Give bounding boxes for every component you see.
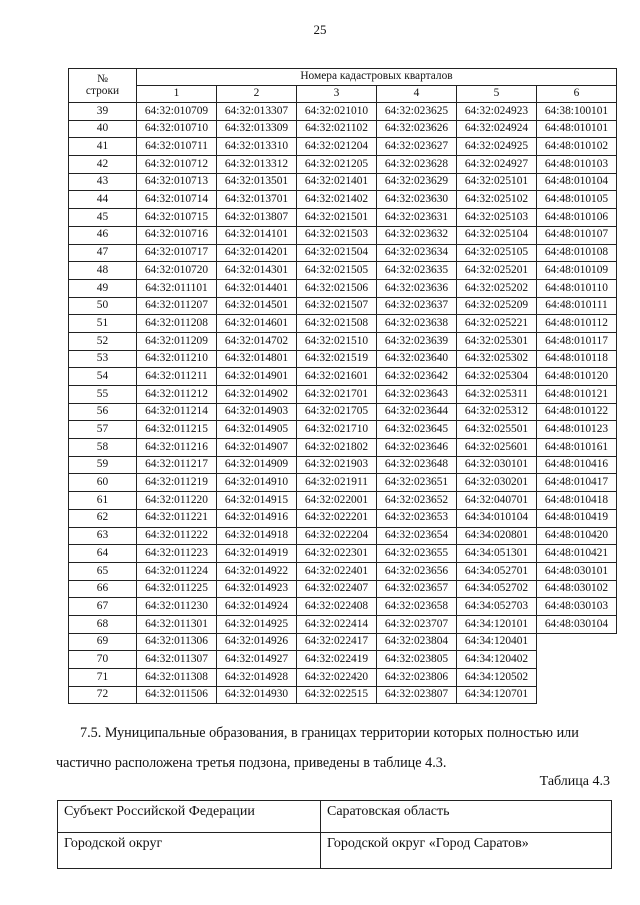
cadastral-number-cell: 64:32:025302 [457,350,537,368]
cadastral-number-cell: 64:32:011212 [137,386,217,404]
cadastral-number-cell: 64:32:023639 [377,332,457,350]
cadastral-number-cell: 64:48:010420 [537,527,617,545]
cadastral-number-cell: 64:32:023807 [377,686,457,704]
cadastral-number-cell: 64:32:021903 [297,456,377,474]
cadastral-number-cell: 64:32:030101 [457,456,537,474]
cadastral-number-cell: 64:34:120502 [457,669,537,687]
cadastral-number-cell: 64:32:021402 [297,191,377,209]
table-body [69,103,617,704]
cadastral-number-cell: 64:32:014101 [217,226,297,244]
cadastral-number-cell: 64:32:023637 [377,297,457,315]
cadastral-number-cell: 64:32:013309 [217,120,297,138]
cadastral-number-cell: 64:32:021701 [297,386,377,404]
cadastral-number-cell: 64:32:024925 [457,138,537,156]
cadastral-number-cell: 64:32:011220 [137,492,217,510]
cadastral-number-cell: 64:32:014928 [217,669,297,687]
cadastral-number-cell: 64:32:023652 [377,492,457,510]
row-number-header-top: № [97,73,108,86]
table-4-3 [57,800,612,869]
cadastral-number-cell: 64:32:022414 [297,615,377,633]
cadastral-number-cell: 64:48:030101 [537,562,617,580]
cadastral-number-cell: 64:34:020801 [457,527,537,545]
table-row [69,545,617,563]
table-row [58,833,612,869]
row-number: 59 [69,456,137,474]
cadastral-number-cell: 64:32:011101 [137,279,217,297]
cadastral-number-cell: 64:32:021802 [297,439,377,457]
cadastral-number-cell: 64:32:014901 [217,368,297,386]
cadastral-number-cell: 64:32:023644 [377,403,457,421]
cadastral-number-cell: 64:32:025104 [457,226,537,244]
cadastral-number-cell: 64:34:010104 [457,509,537,527]
cadastral-number-cell: 64:32:023648 [377,456,457,474]
cadastral-number-cell: 64:32:023651 [377,474,457,492]
cadastral-number-cell: 64:48:010117 [537,332,617,350]
cadastral-number-cell: 64:32:013501 [217,173,297,191]
cadastral-number-cell: 64:32:023656 [377,562,457,580]
cadastral-number-cell: 64:38:100101 [537,103,617,121]
row-number: 54 [69,368,137,386]
cadastral-number-cell: 64:32:010716 [137,226,217,244]
cadastral-number-cell: 64:32:022407 [297,580,377,598]
cadastral-number-cell: 64:32:014915 [217,492,297,510]
cadastral-number-cell: 64:32:011210 [137,350,217,368]
cadastral-number-cell: 64:48:010105 [537,191,617,209]
cadastral-number-cell: 64:32:023806 [377,669,457,687]
cadastral-number-cell: 64:32:014919 [217,545,297,563]
table-row [69,368,617,386]
table-row [69,492,617,510]
row-number: 68 [69,615,137,633]
cadastral-number-cell: 64:34:051301 [457,545,537,563]
cadastral-number-cell: 64:32:022417 [297,633,377,651]
cadastral-number-cell: 64:32:014918 [217,527,297,545]
cadastral-number-cell: 64:32:025209 [457,297,537,315]
cadastral-number-cell: 64:32:013807 [217,209,297,227]
column-number-header: 1 [137,86,217,103]
column-number-header: 3 [297,86,377,103]
table-row [69,509,617,527]
column-number-header-row [69,86,617,103]
row-number: 51 [69,315,137,333]
cadastral-number-cell: 64:32:011301 [137,615,217,633]
row-number: 44 [69,191,137,209]
row-number: 50 [69,297,137,315]
cadastral-number-cell: 64:32:014902 [217,386,297,404]
cadastral-number-cell: 64:32:014927 [217,651,297,669]
cadastral-number-cell: 64:32:023626 [377,120,457,138]
row-number-header-bottom: строки [85,84,120,97]
row-number: 65 [69,562,137,580]
cadastral-number-cell: 64:48:010106 [537,209,617,227]
column-number-header: 5 [457,86,537,103]
cadastral-number-cell: 64:32:025201 [457,262,537,280]
cadastral-number-cell: 64:32:011308 [137,669,217,687]
table-row [69,598,617,616]
cadastral-number-cell: 64:48:010122 [537,403,617,421]
cadastral-number-cell: 64:48:010101 [537,120,617,138]
cadastral-number-cell: 64:48:010110 [537,279,617,297]
table-row [69,615,617,633]
cadastral-number-cell: 64:32:011215 [137,421,217,439]
cadastral-number-cell: 64:48:010107 [537,226,617,244]
cadastral-number-cell: 64:32:023657 [377,580,457,598]
table-row [69,350,617,368]
cadastral-number-cell: 64:32:014301 [217,262,297,280]
row-number: 63 [69,527,137,545]
table-row [69,209,617,227]
cadastral-number-cell: 64:32:014501 [217,297,297,315]
cadastral-number-cell: 64:32:011307 [137,651,217,669]
cadastral-number-cell: 64:32:021503 [297,226,377,244]
subject-value: Саратовская область [321,801,612,833]
cadastral-number-cell: 64:34:120701 [457,686,537,704]
table-row [69,686,617,704]
cadastral-number-cell: 64:32:011230 [137,598,217,616]
table-row [69,439,617,457]
cadastral-number-cell: 64:32:014903 [217,403,297,421]
cadastral-number-cell: 64:48:010104 [537,173,617,191]
cadastral-number-cell: 64:32:011506 [137,686,217,704]
cadastral-number-cell: 64:32:022515 [297,686,377,704]
cadastral-number-cell: 64:32:021710 [297,421,377,439]
cadastral-number-cell: 64:32:021911 [297,474,377,492]
row-number: 41 [69,138,137,156]
table-row [69,262,617,280]
cadastral-number-cell: 64:32:021205 [297,156,377,174]
table-row [69,421,617,439]
cadastral-number-cell: 64:32:010717 [137,244,217,262]
row-number: 47 [69,244,137,262]
cadastral-number-cell: 64:32:025501 [457,421,537,439]
cadastral-number-cell: 64:32:023645 [377,421,457,439]
row-number: 58 [69,439,137,457]
cadastral-number-cell: 64:32:021505 [297,262,377,280]
cadastral-number-cell: 64:48:010111 [537,297,617,315]
cadastral-number-cell: 64:32:014801 [217,350,297,368]
cadastral-number-cell: 64:32:023653 [377,509,457,527]
cadastral-number-cell: 64:32:011211 [137,368,217,386]
cadastral-number-cell: 64:32:023625 [377,103,457,121]
cadastral-number-cell: 64:32:010711 [137,138,217,156]
paragraph-7-5 [56,718,611,778]
table-row [69,297,617,315]
cadastral-number-cell: 64:32:023654 [377,527,457,545]
cadastral-number-cell: 64:32:013701 [217,191,297,209]
cadastral-number-cell: 64:34:120101 [457,615,537,633]
row-number: 57 [69,421,137,439]
table-row [69,244,617,262]
table-row [69,527,617,545]
cadastral-number-cell: 64:48:030102 [537,580,617,598]
cadastral-number-cell: 64:32:021519 [297,350,377,368]
row-number: 69 [69,633,137,651]
row-number: 40 [69,120,137,138]
cadastral-number-cell: 64:32:014401 [217,279,297,297]
cadastral-number-cell: 64:32:022201 [297,509,377,527]
cadastral-number-cell: 64:32:014601 [217,315,297,333]
cadastral-number-cell: 64:32:021010 [297,103,377,121]
cadastral-number-cell: 64:32:011222 [137,527,217,545]
cadastral-number-cell: 64:32:013310 [217,138,297,156]
row-number: 43 [69,173,137,191]
table-row [69,562,617,580]
cadastral-number-cell: 64:32:022204 [297,527,377,545]
empty-cell [537,669,617,687]
table-row [69,580,617,598]
cadastral-number-cell: 64:32:014905 [217,421,297,439]
cadastral-number-cell: 64:32:022401 [297,562,377,580]
cadastral-number-cell: 64:48:010109 [537,262,617,280]
row-number: 61 [69,492,137,510]
cadastral-number-cell: 64:48:010419 [537,509,617,527]
cadastral-number-cell: 64:32:014702 [217,332,297,350]
cadastral-number-cell: 64:32:014925 [217,615,297,633]
cadastral-number-cell: 64:32:023707 [377,615,457,633]
cadastral-number-cell: 64:34:052701 [457,562,537,580]
cadastral-number-cell: 64:32:014924 [217,598,297,616]
row-number: 46 [69,226,137,244]
paragraph-line-1: 7.5. Муниципальные образования, в границах территории которых полностью или [80,725,579,741]
cadastral-number-cell: 64:32:022001 [297,492,377,510]
table-row [69,474,617,492]
cadastral-number-cell: 64:32:023643 [377,386,457,404]
row-number: 62 [69,509,137,527]
cadastral-number-cell: 64:32:025601 [457,439,537,457]
row-number: 64 [69,545,137,563]
cadastral-number-cell: 64:32:030201 [457,474,537,492]
cadastral-number-cell: 64:48:010121 [537,386,617,404]
cadastral-number-cell: 64:32:023635 [377,262,457,280]
row-number: 45 [69,209,137,227]
cadastral-number-cell: 64:32:010712 [137,156,217,174]
cadastral-number-cell: 64:32:021507 [297,297,377,315]
cadastral-number-cell: 64:32:025221 [457,315,537,333]
cadastral-number-cell: 64:32:021102 [297,120,377,138]
cadastral-number-cell: 64:48:010118 [537,350,617,368]
cadastral-number-cell: 64:32:025102 [457,191,537,209]
cadastral-number-cell: 64:32:014907 [217,439,297,457]
cadastral-number-cell: 64:32:011225 [137,580,217,598]
table-row [69,120,617,138]
table-row [69,191,617,209]
table-row [69,332,617,350]
row-number: 72 [69,686,137,704]
table-row [69,156,617,174]
cadastral-number-cell: 64:32:014923 [217,580,297,598]
cadastral-number-cell: 64:48:010416 [537,456,617,474]
table-4-3-caption: Таблица 4.3 [539,774,610,789]
cadastral-number-cell: 64:48:010120 [537,368,617,386]
table-row [69,651,617,669]
cadastral-number-cell: 64:32:023805 [377,651,457,669]
cadastral-number-cell: 64:32:011207 [137,297,217,315]
cadastral-number-cell: 64:32:011216 [137,439,217,457]
cadastral-number-cell: 64:48:010112 [537,315,617,333]
row-number: 67 [69,598,137,616]
cadastral-number-cell: 64:32:011208 [137,315,217,333]
cadastral-number-cell: 64:32:023638 [377,315,457,333]
table-row [58,801,612,833]
table-row [69,138,617,156]
cadastral-number-cell: 64:32:014922 [217,562,297,580]
cadastral-number-cell: 64:32:025103 [457,209,537,227]
cadastral-number-cell: 64:32:010709 [137,103,217,121]
cadastral-number-cell: 64:32:023804 [377,633,457,651]
cadastral-number-cell: 64:48:010102 [537,138,617,156]
cadastral-number-cell: 64:32:025304 [457,368,537,386]
paragraph-line-2: частично расположена третья подзона, приведены в таблице 4.3. [56,755,447,771]
table-row [69,315,617,333]
cadastral-number-cell: 64:32:011217 [137,456,217,474]
table-row [69,456,617,474]
cadastral-number-cell: 64:32:023627 [377,138,457,156]
row-number: 49 [69,279,137,297]
cadastral-number-cell: 64:32:025202 [457,279,537,297]
cadastral-number-cell: 64:48:030103 [537,598,617,616]
cadastral-number-cell: 64:32:010713 [137,173,217,191]
cadastral-number-cell: 64:48:010161 [537,439,617,457]
cadastral-number-cell: 64:32:023631 [377,209,457,227]
cadastral-number-cell: 64:32:011214 [137,403,217,421]
cadastral-number-cell: 64:48:010421 [537,545,617,563]
cadastral-number-cell: 64:32:021504 [297,244,377,262]
cadastral-number-cell: 64:32:023658 [377,598,457,616]
cadastral-number-cell: 64:32:023634 [377,244,457,262]
table-row [69,103,617,121]
cadastral-number-cell: 64:32:014201 [217,244,297,262]
cadastral-number-cell: 64:32:022408 [297,598,377,616]
cadastral-number-cell: 64:32:023636 [377,279,457,297]
row-number: 60 [69,474,137,492]
cadastral-number-cell: 64:32:010715 [137,209,217,227]
empty-cell [537,686,617,704]
empty-cell [537,651,617,669]
cadastral-number-cell: 64:32:021705 [297,403,377,421]
cadastral-number-cell: 64:32:021601 [297,368,377,386]
column-number-header: 6 [537,86,617,103]
table-row [69,173,617,191]
row-number: 55 [69,386,137,404]
table-row [69,669,617,687]
cadastral-number-cell: 64:32:011306 [137,633,217,651]
cadastral-number-cell: 64:32:014909 [217,456,297,474]
page-number: 25 [313,22,327,37]
row-number: 48 [69,262,137,280]
cadastral-number-cell: 64:32:023632 [377,226,457,244]
cadastral-number-cell: 64:32:025301 [457,332,537,350]
table-row [69,633,617,651]
cadastral-number-cell: 64:32:013307 [217,103,297,121]
cadastral-number-cell: 64:32:011219 [137,474,217,492]
table-row [69,386,617,404]
cadastral-number-cell: 64:32:011221 [137,509,217,527]
cadastral-number-cell: 64:48:010417 [537,474,617,492]
cadastral-number-cell: 64:32:022419 [297,651,377,669]
cadastral-quarters-table [68,68,617,704]
cadastral-number-cell: 64:32:011224 [137,562,217,580]
row-number: 70 [69,651,137,669]
cadastral-number-cell: 64:32:021510 [297,332,377,350]
cadastral-number-cell: 64:34:052702 [457,580,537,598]
row-number-header [69,69,137,103]
cadastral-number-cell: 64:34:120401 [457,633,537,651]
city-district-value: Городской округ «Город Саратов» [321,833,612,869]
cadastral-number-cell: 64:32:014916 [217,509,297,527]
row-number: 42 [69,156,137,174]
cadastral-number-cell: 64:48:010123 [537,421,617,439]
cadastral-number-cell: 64:32:025311 [457,386,537,404]
cadastral-number-cell: 64:32:014926 [217,633,297,651]
cadastral-number-cell: 64:32:010720 [137,262,217,280]
cadastral-number-cell: 64:32:010714 [137,191,217,209]
cadastral-number-cell: 64:32:021204 [297,138,377,156]
cadastral-number-cell: 64:48:010103 [537,156,617,174]
row-number: 39 [69,103,137,121]
row-number: 66 [69,580,137,598]
cadastral-number-cell: 64:32:025105 [457,244,537,262]
cadastral-number-cell: 64:32:040701 [457,492,537,510]
cadastral-number-cell: 64:32:025312 [457,403,537,421]
cadastral-number-cell: 64:34:052703 [457,598,537,616]
cadastral-number-cell: 64:32:023628 [377,156,457,174]
cadastral-number-cell: 64:32:021401 [297,173,377,191]
cadastral-number-cell: 64:32:023655 [377,545,457,563]
cadastral-number-cell: 64:32:021501 [297,209,377,227]
table-row [69,279,617,297]
cadastral-number-cell: 64:32:013312 [217,156,297,174]
table-row [69,226,617,244]
row-number: 52 [69,332,137,350]
cadastral-number-cell: 64:32:014930 [217,686,297,704]
cadastral-number-cell: 64:32:023640 [377,350,457,368]
row-number: 53 [69,350,137,368]
cadastral-number-cell: 64:32:024927 [457,156,537,174]
cadastral-number-cell: 64:32:023629 [377,173,457,191]
cadastral-number-cell: 64:32:022301 [297,545,377,563]
cadastral-number-cell: 64:48:010108 [537,244,617,262]
empty-cell [537,633,617,651]
cadastral-number-cell: 64:32:014910 [217,474,297,492]
city-district-label: Городской округ [58,833,321,869]
cadastral-number-cell: 64:32:022420 [297,669,377,687]
cadastral-number-cell: 64:32:023642 [377,368,457,386]
cadastral-number-cell: 64:48:030104 [537,615,617,633]
cadastral-number-cell: 64:32:021508 [297,315,377,333]
group-header: Номера кадастровых кварталов [137,69,617,86]
cadastral-number-cell: 64:34:120402 [457,651,537,669]
cadastral-number-cell: 64:32:021506 [297,279,377,297]
subject-label: Субъект Российской Федерации [58,801,321,833]
cadastral-number-cell: 64:32:023630 [377,191,457,209]
cadastral-number-cell: 64:32:011209 [137,332,217,350]
cadastral-number-cell: 64:32:024924 [457,120,537,138]
row-number: 71 [69,669,137,687]
row-number: 56 [69,403,137,421]
cadastral-number-cell: 64:32:025101 [457,173,537,191]
column-number-header: 4 [377,86,457,103]
cadastral-number-cell: 64:32:024923 [457,103,537,121]
cadastral-number-cell: 64:32:011223 [137,545,217,563]
cadastral-number-cell: 64:48:010418 [537,492,617,510]
cadastral-number-cell: 64:32:023646 [377,439,457,457]
table-row [69,403,617,421]
cadastral-number-cell: 64:32:010710 [137,120,217,138]
column-number-header: 2 [217,86,297,103]
